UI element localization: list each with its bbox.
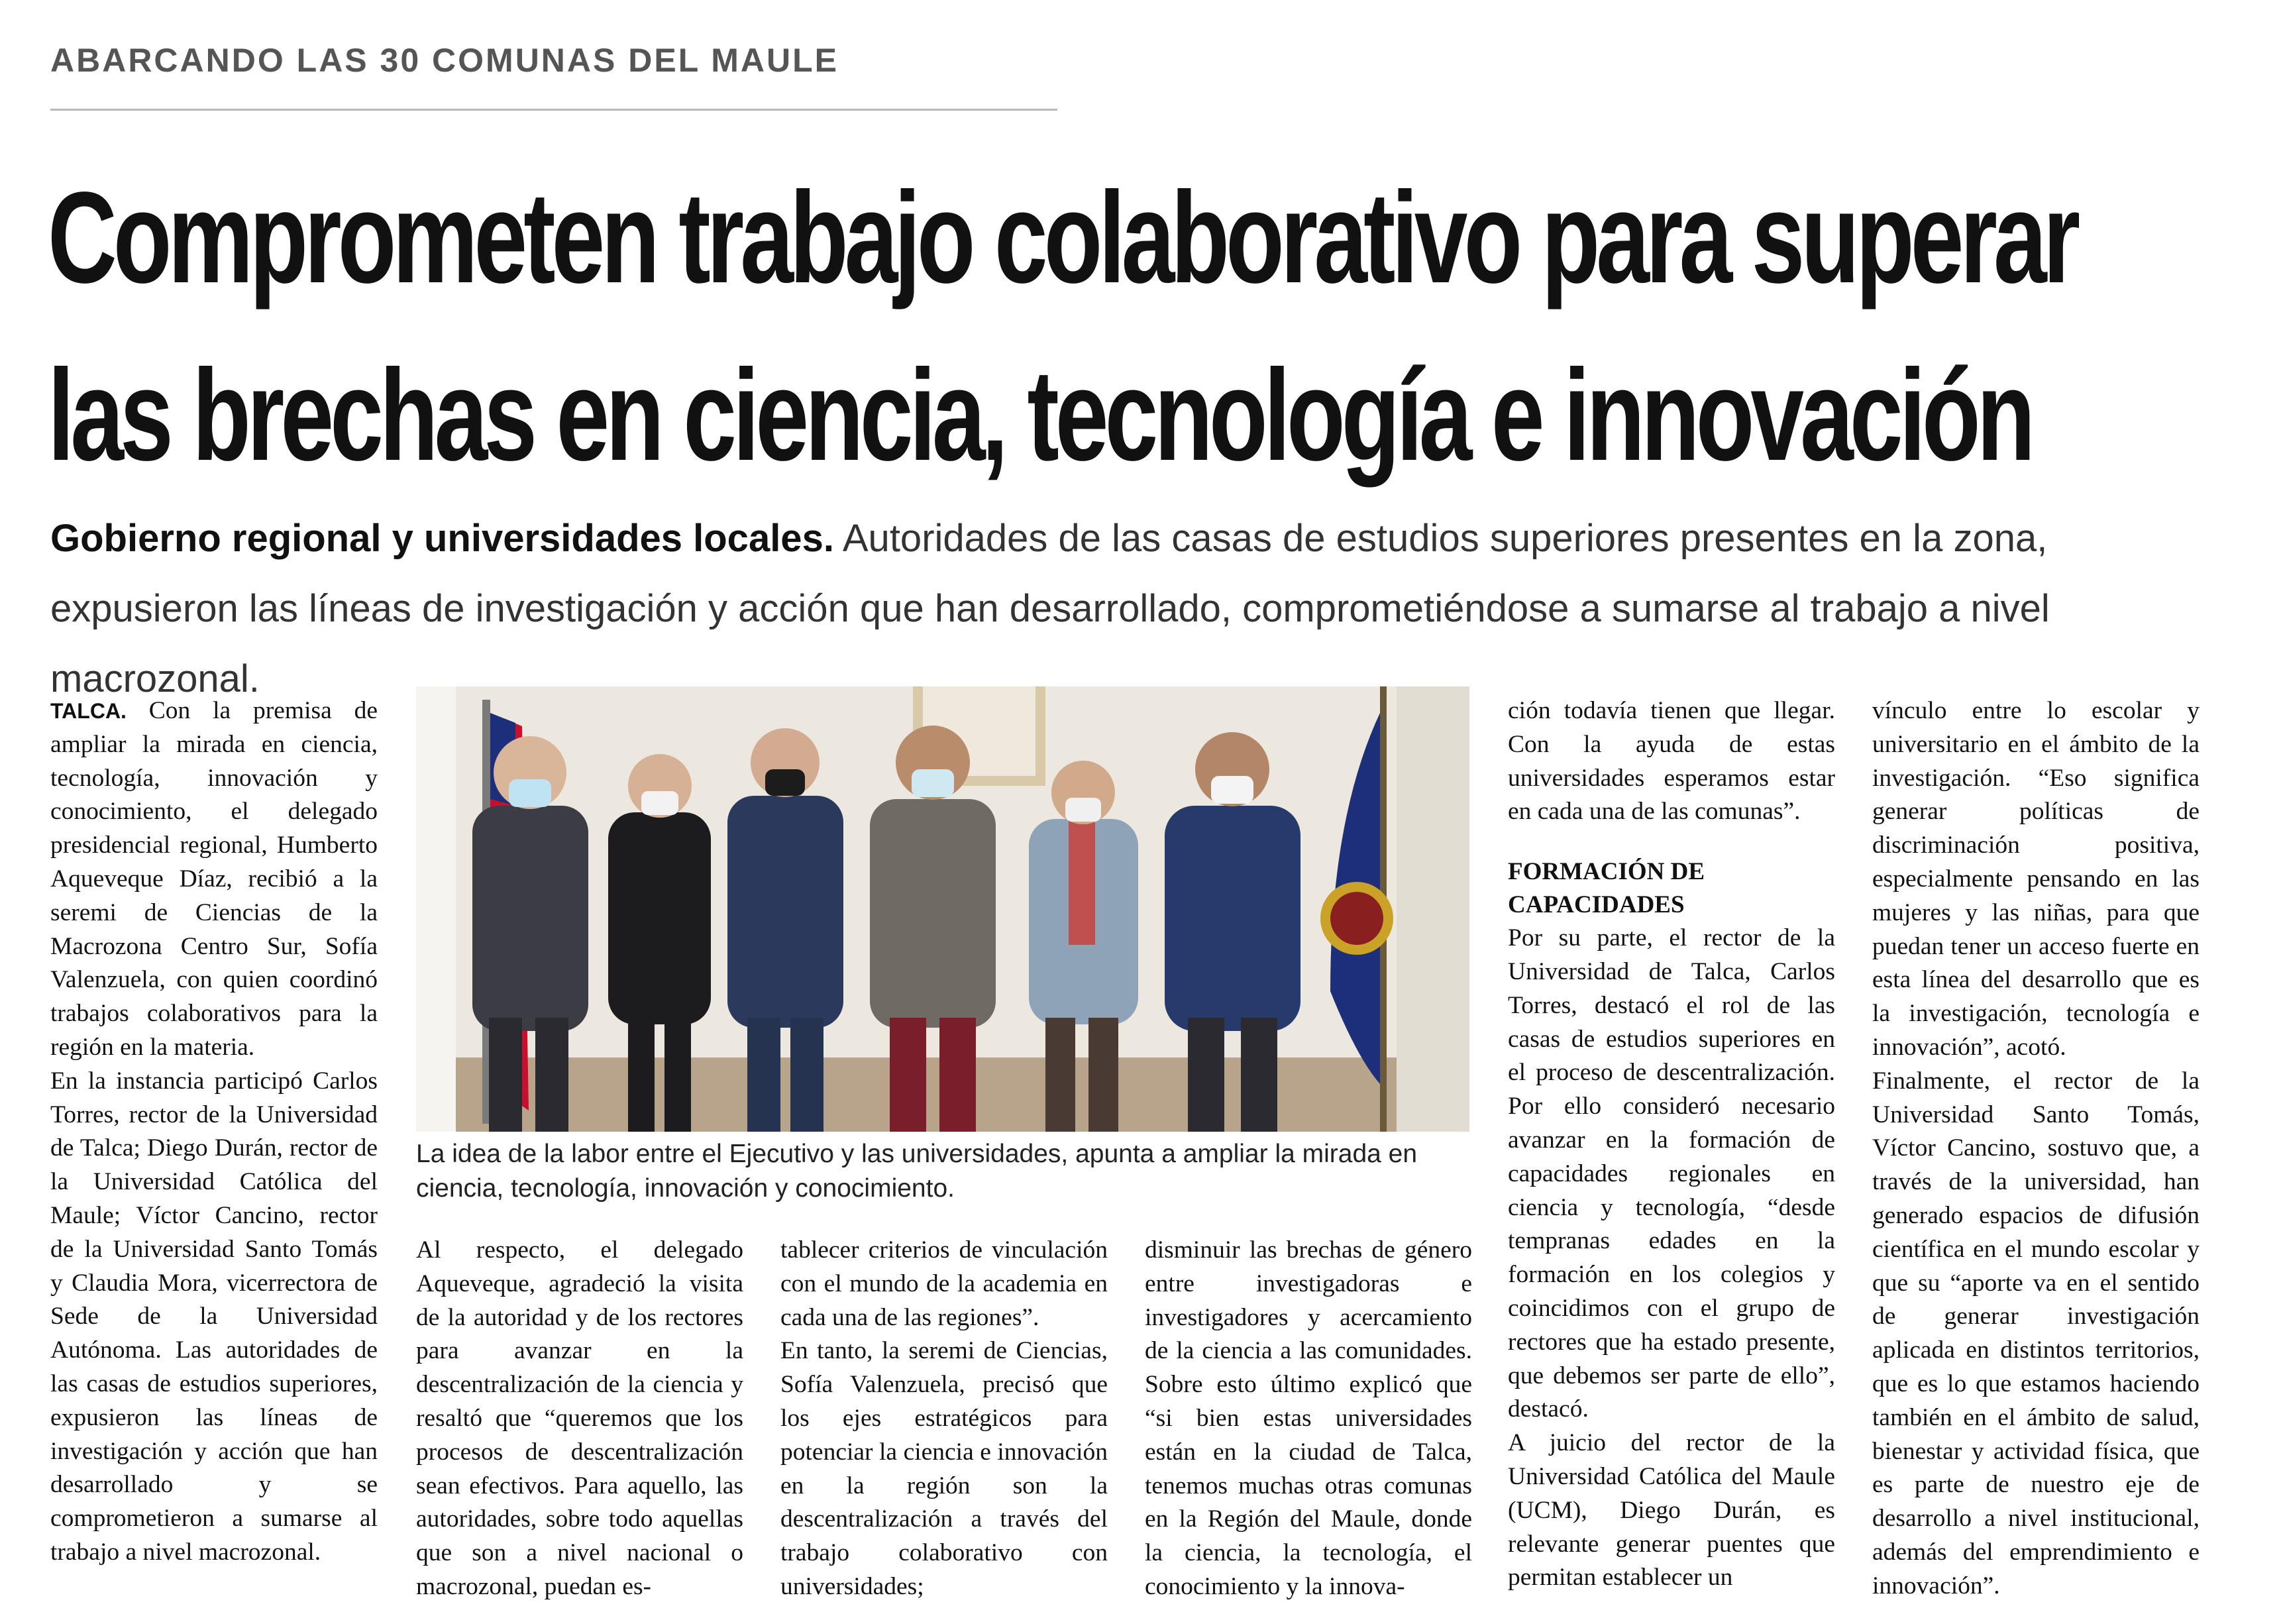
paragraph: TALCA. Con la premisa de ampliar la mirada en ciencia, tecnología, innovación y conocimiento, el delegado presidencial regional, Humberto Aqueveque Díaz, recibió a la seremi de Ciencias de la Macrozona Centro Sur, Sofía Valenzuela, con quien coordinó trabajos colaborativos para la región en la materia. bbox=[50, 697, 378, 1061]
paragraph: vínculo entre lo escolar y universitario en el ámbito de la investigación. “Eso significa generar políticas de discriminación positiva, especialmente pensando en las mujeres y las niñas, para que puedan tener un acceso fuerte en esta línea del desarrollo que es la investigación, tecnología e innovación”, acotó. bbox=[1872, 697, 2200, 1061]
column-3 bbox=[780, 1234, 1108, 1604]
column-5 bbox=[1508, 694, 1835, 1595]
section-kicker: ABARCANDO LAS 30 COMUNAS DEL MAULE bbox=[50, 42, 839, 79]
article-photo bbox=[416, 686, 1469, 1132]
paragraph: Al respecto, el delegado Aqueveque, agradeció la visita de la autoridad y de los rectores para avanzar en la descentralización de la ciencia y resaltó que “queremos que los procesos de descentralización sean efectivos. Para aquello, las autoridades, sobre todo aquellas que son a nivel nacional o macrozonal, puedan es- bbox=[416, 1236, 743, 1600]
subheading: FORMACIÓN DE CAPACIDADES bbox=[1508, 858, 1705, 919]
deck bbox=[50, 504, 2230, 714]
paragraph: disminuir las brechas de género entre investigadoras e investigadores y acercamiento de la ciencia a las comunidades. Sobre esto último explicó que “si bien estas universidades están en la ciudad de Talca, tenemos muchas otras comunas en la Región del Maule, donde la ciencia, la tecnología, el conocimiento y la innova- bbox=[1145, 1236, 1472, 1600]
paragraph: Por su parte, el rector de la Universidad de Talca, Carlos Torres, destacó el rol de las casas de estudios superiores en el proceso de descentralización. Por ello consideró necesario avanzar en la formación de capacidades regionales en ciencia y tecnología, “desde tempranas edades en la formación en los colegios y coincidimos con el grupo de rectores que ha estado presente, que debemos ser parte de ello”, destacó. bbox=[1508, 924, 1835, 1423]
deck-lead: Gobierno regional y universidades locales. bbox=[50, 517, 834, 560]
paragraph: tablecer criterios de vinculación con el mundo de la academia en cada una de las regiones”. bbox=[780, 1236, 1108, 1331]
paragraph: Finalmente, el rector de la Universidad Santo Tomás, Víctor Cancino, sostuvo que, a través de la universidad, han generado espacios de difusión científica en el mundo escolar y que su “aporte va en el sentido de generar investigación aplicada en distintos territorios, que es lo que estamos haciendo también en el ámbito de salud, bienestar y actividad física, que es parte de nuestro eje de desarrollo a nivel institucional, además del emprendimiento e innovación”. bbox=[1872, 1067, 2200, 1599]
header-rule bbox=[50, 109, 1057, 111]
deck-text: Autoridades de las casas de estudios superiores presentes en la zona, expusieron las líneas de investigación y acción que han desarrollado, comprometiéndose a sumarse al trabajo a nivel macrozonal. bbox=[50, 517, 2050, 700]
paragraph: En la instancia participó Carlos Torres, rector de la Universidad de Talca; Diego Durán, rector de la Universidad Católica del Maule; Víctor Cancino, rector de la Universidad Santo Tomás y Claudia Mora, vicerrectora de Sede de la Universidad Autónoma. Las autoridades de las casas de estudios superiores, expusieron las líneas de investigación y acción que han desarrollado y se comprometieron a sumarse al trabajo a nivel macrozonal. bbox=[50, 1067, 378, 1566]
column-6 bbox=[1872, 694, 2200, 1603]
paragraph: ción todavía tienen que llegar. Con la ayuda de estas universidades esperamos estar en cada una de las comunas”. bbox=[1508, 697, 1835, 826]
headline bbox=[48, 149, 2077, 504]
headline-line-2: las brechas en ciencia, tecnología e innovación bbox=[48, 343, 2032, 488]
paragraph: A juicio del rector de la Universidad Católica del Maule (UCM), Diego Durán, es relevante generar puentes que permitan establecer un bbox=[1508, 1429, 1835, 1592]
photo-caption: La idea de la labor entre el Ejecutivo y las universidades, apunta a ampliar la mirada en ciencia, tecnología, innovación y conocimiento. bbox=[416, 1140, 1418, 1203]
dateline: TALCA. bbox=[50, 699, 127, 723]
paragraph: En tanto, la seremi de Ciencias, Sofía Valenzuela, precisó que los ejes estratégicos para potenciar la ciencia e innovación en la región son la descentralización a través del trabajo colaborativo con universidades; bbox=[780, 1337, 1108, 1600]
column-1 bbox=[50, 694, 378, 1570]
column-4 bbox=[1145, 1234, 1472, 1604]
group-photo-illustration bbox=[416, 686, 1469, 1132]
headline-line-1: Comprometen trabajo colaborativo para superar bbox=[48, 165, 2077, 310]
column-2 bbox=[416, 1234, 743, 1604]
